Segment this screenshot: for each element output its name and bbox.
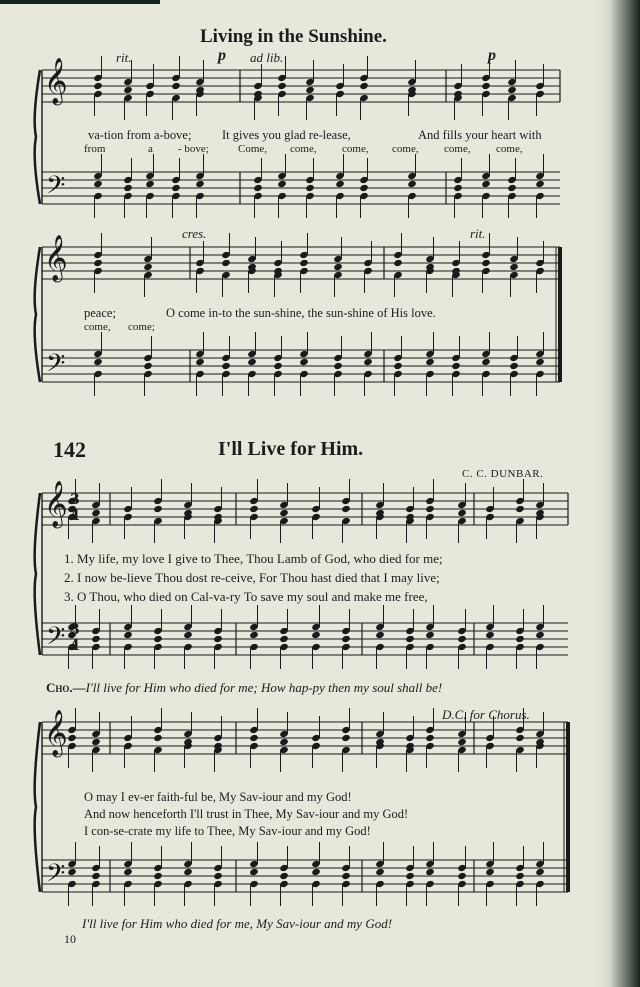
note-head xyxy=(333,263,343,271)
page-number: 10 xyxy=(64,932,76,946)
note-head xyxy=(183,631,193,639)
note-head xyxy=(485,868,495,876)
note-head xyxy=(249,631,259,639)
echo-word: come, xyxy=(342,143,369,155)
note-head xyxy=(279,635,289,643)
note-head xyxy=(393,362,403,370)
note-head xyxy=(249,868,259,876)
note-head xyxy=(123,868,133,876)
note-head xyxy=(145,180,155,188)
note-head xyxy=(249,505,259,513)
echo-word: come, xyxy=(444,143,471,155)
note-head xyxy=(273,362,283,370)
note-head xyxy=(535,180,545,188)
echo-word: come, xyxy=(290,143,317,155)
note-head xyxy=(195,180,205,188)
time-signature: 3 xyxy=(70,622,80,638)
note-head xyxy=(507,86,517,94)
note-head xyxy=(195,358,205,366)
note-head xyxy=(123,631,133,639)
note-head xyxy=(249,734,259,742)
treble-clef: 𝄞 xyxy=(44,58,68,104)
note-head xyxy=(299,358,309,366)
lyric-s2-part2: O come in-to the sun-shine, the sun-shine of His love. xyxy=(166,306,436,320)
note-head xyxy=(93,259,103,267)
note-head xyxy=(171,184,181,192)
note-head xyxy=(153,635,163,643)
note-head xyxy=(143,362,153,370)
echo-word: - bove; xyxy=(178,143,209,155)
hymn-title: I'll Live for Him. xyxy=(218,438,364,460)
echo-word: come; xyxy=(128,321,155,333)
note-head xyxy=(485,631,495,639)
system-brace xyxy=(35,493,40,655)
note-head xyxy=(509,362,519,370)
note-head xyxy=(143,263,153,271)
note-head xyxy=(515,734,525,742)
system-brace xyxy=(35,722,40,892)
direction-piano: p xyxy=(218,47,226,64)
note-head xyxy=(311,631,321,639)
note-head xyxy=(221,259,231,267)
note-head xyxy=(305,86,315,94)
note-head xyxy=(171,82,181,90)
note-head xyxy=(453,184,463,192)
refrain-line-2: And now henceforth I'll trust in Thee, My Sav-iour and my God! xyxy=(84,807,409,821)
note-head xyxy=(425,868,435,876)
note-head xyxy=(91,738,101,746)
direction-rit: rit. xyxy=(116,50,132,65)
note-head xyxy=(279,872,289,880)
note-head xyxy=(153,505,163,513)
note-head xyxy=(277,82,287,90)
echo-word: come, xyxy=(392,143,419,155)
verse-2: 2. I now be-lieve Thou dost re-ceive, For Thou hast died that I may live; xyxy=(64,570,440,585)
note-head xyxy=(153,734,163,742)
direction-cres: cres. xyxy=(182,226,207,241)
note-head xyxy=(341,635,351,643)
verse-3: 3. O Thou, who died on Cal-va-ry To save my soul and make me free, xyxy=(64,589,428,604)
note-head xyxy=(91,872,101,880)
note-head xyxy=(405,872,415,880)
note-head xyxy=(535,631,545,639)
note-head xyxy=(425,358,435,366)
lyric-s1-part3: And fills your heart with xyxy=(418,128,542,142)
note-head xyxy=(67,868,77,876)
note-head xyxy=(213,635,223,643)
note-head xyxy=(93,180,103,188)
lyric-s1-part1: va-tion from a-bove; xyxy=(88,128,192,142)
note-head xyxy=(393,259,403,267)
note-head xyxy=(253,184,263,192)
echo-word: come, xyxy=(496,143,523,155)
echo-word: from xyxy=(84,143,106,155)
note-head xyxy=(359,82,369,90)
note-head xyxy=(363,358,373,366)
note-head xyxy=(311,868,321,876)
bass-clef: 𝄢 xyxy=(46,622,66,657)
note-head xyxy=(183,868,193,876)
refrain-line-1: O may I ev-er faith-ful be, My Sav-iour and my God! xyxy=(84,790,352,804)
direction-rit-2: rit. xyxy=(470,226,486,241)
note-head xyxy=(481,82,491,90)
note-head xyxy=(279,509,289,517)
note-head xyxy=(425,631,435,639)
note-head xyxy=(91,635,101,643)
note-head xyxy=(481,180,491,188)
note-head xyxy=(515,505,525,513)
note-head xyxy=(279,738,289,746)
note-head xyxy=(123,86,133,94)
note-head xyxy=(481,259,491,267)
refrain-line-3: I con-se-crate my life to Thee, My Sav-iour and my God! xyxy=(84,824,371,838)
hymn-top-title: Living in the Sunshine. xyxy=(200,26,387,47)
hymn-number: 142 xyxy=(53,437,86,462)
note-head xyxy=(153,872,163,880)
note-head xyxy=(457,872,467,880)
note-head xyxy=(515,635,525,643)
note-head xyxy=(375,631,385,639)
treble-clef: 𝄞 xyxy=(44,710,68,756)
note-head xyxy=(93,82,103,90)
note-head xyxy=(407,180,417,188)
note-head xyxy=(335,180,345,188)
note-head xyxy=(359,184,369,192)
note-head xyxy=(457,509,467,517)
note-head xyxy=(277,180,287,188)
echo-word: Come, xyxy=(238,143,268,155)
note-head xyxy=(341,734,351,742)
note-head xyxy=(91,509,101,517)
note-head xyxy=(405,635,415,643)
bass-clef: 𝄢 xyxy=(46,349,66,384)
note-head xyxy=(299,259,309,267)
note-head xyxy=(341,872,351,880)
note-head xyxy=(457,738,467,746)
note-head xyxy=(375,868,385,876)
echo-word: come, xyxy=(84,321,111,333)
hymn-author: C. C. DUNBAR. xyxy=(462,468,544,480)
note-head xyxy=(481,358,491,366)
direction-piano-2: p xyxy=(488,47,496,64)
note-head xyxy=(333,362,343,370)
chorus-bottom: I'll live for Him who died for me, My Sav-iour and my God! xyxy=(82,916,393,931)
note-head xyxy=(457,635,467,643)
note-head xyxy=(67,734,77,742)
note-head xyxy=(123,184,133,192)
note-head xyxy=(213,872,223,880)
note-head xyxy=(305,184,315,192)
note-head xyxy=(425,505,435,513)
time-signature: 4 xyxy=(70,638,80,654)
note-head xyxy=(535,358,545,366)
note-head xyxy=(515,872,525,880)
treble-clef: 𝄞 xyxy=(44,235,68,281)
system-brace xyxy=(35,247,40,382)
chorus-text: I'll live for Him who died for me; How hap-py then my soul shall be! xyxy=(85,680,443,695)
note-head xyxy=(425,734,435,742)
echo-word: a xyxy=(148,143,153,155)
note-head xyxy=(93,358,103,366)
chorus-label: Cho.— xyxy=(46,680,86,695)
time-signature: 4 xyxy=(70,508,80,524)
note-head xyxy=(221,362,231,370)
note-head xyxy=(509,263,519,271)
direction-ad-lib: ad lib. xyxy=(250,50,284,65)
note-head xyxy=(451,362,461,370)
lyric-s2-part1: peace; xyxy=(84,306,116,320)
note-head xyxy=(507,184,517,192)
time-signature: 3 xyxy=(70,492,80,508)
bass-clef: 𝄢 xyxy=(46,859,66,894)
da-capo: D.C. for Chorus. xyxy=(442,707,530,722)
lyric-s1-part2: It gives you glad re-lease, xyxy=(222,128,351,142)
verse-1: 1. My life, my love I give to Thee, Thou Lamb of God, who died for me; xyxy=(64,551,443,566)
note-head xyxy=(341,505,351,513)
note-head xyxy=(535,868,545,876)
note-head xyxy=(247,358,257,366)
bass-clef: 𝄢 xyxy=(46,171,66,206)
system-brace xyxy=(35,70,40,204)
treble-clef: 𝄞 xyxy=(44,481,68,527)
